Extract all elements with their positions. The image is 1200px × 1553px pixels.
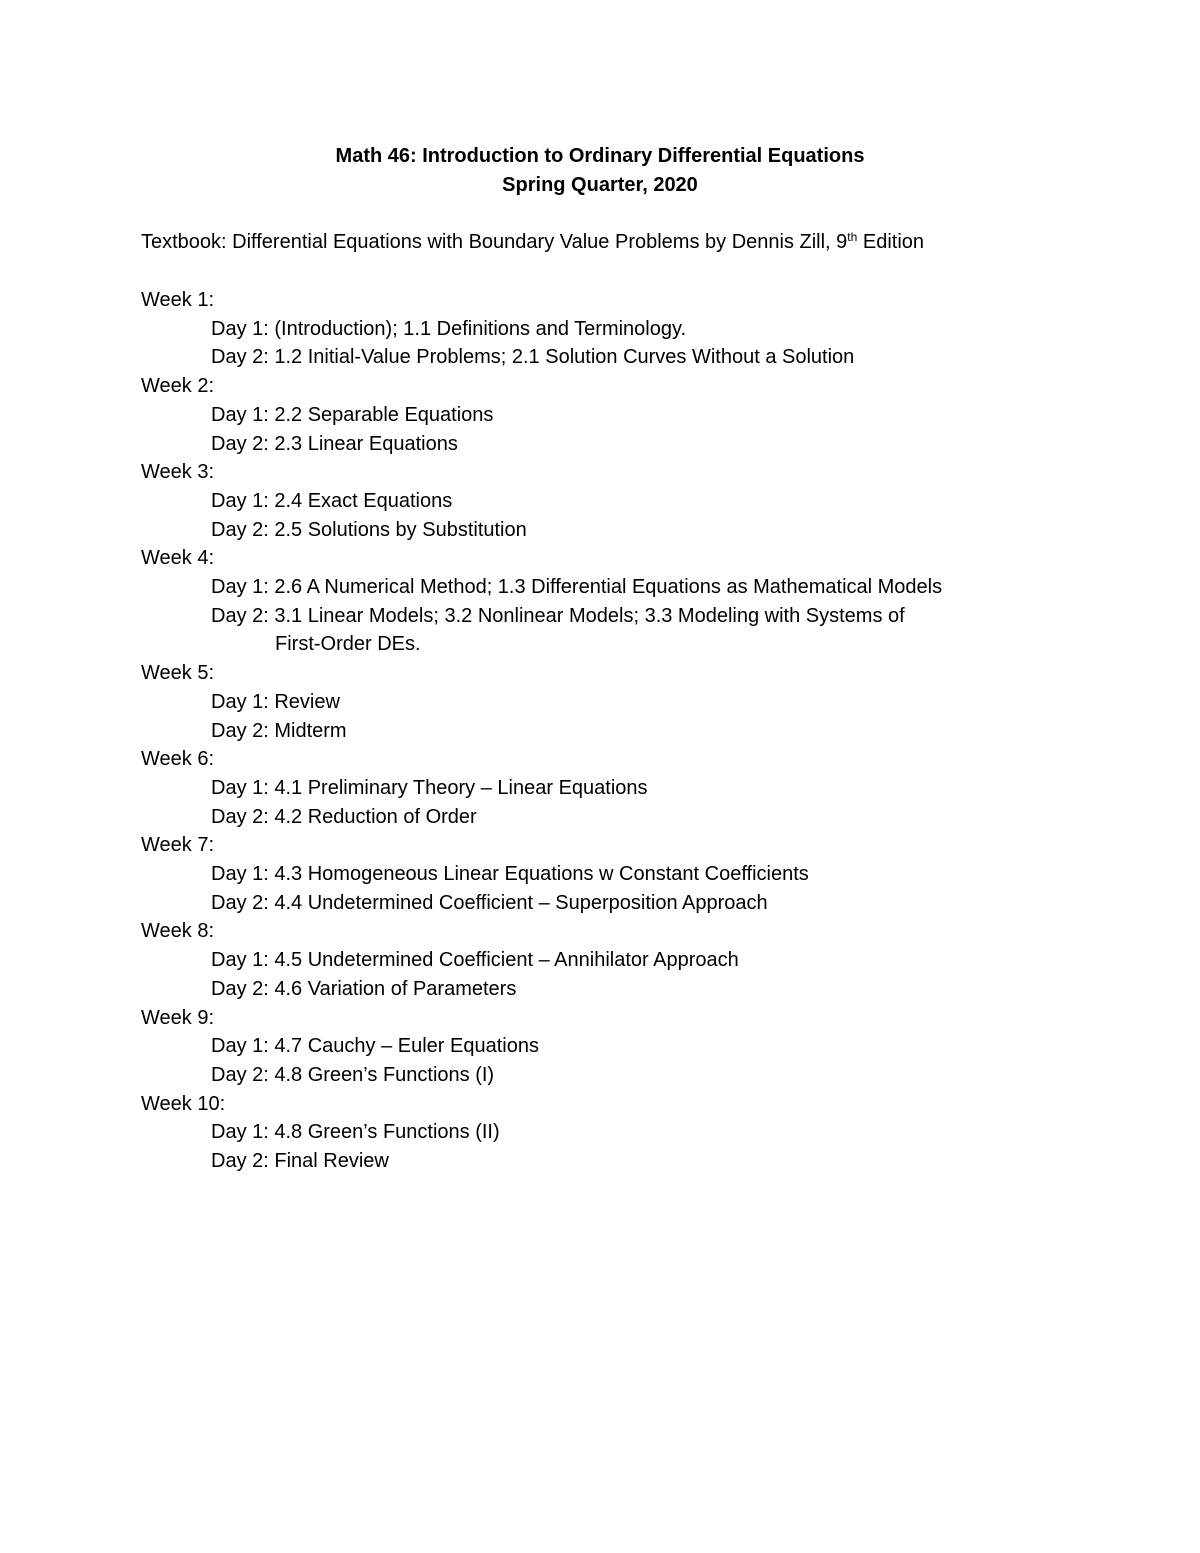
week-block xyxy=(141,544,1041,659)
day-entry: Day 1: 4.3 Homogeneous Linear Equations w Constant Coefficients xyxy=(211,863,809,886)
edition-superscript: th xyxy=(847,230,858,244)
day-entry: Day 2: 4.4 Undetermined Coefficient – Superposition Approach xyxy=(211,891,768,914)
textbook-line xyxy=(141,228,924,257)
day-entry: Day 1: 4.7 Cauchy – Euler Equations xyxy=(211,1035,539,1058)
day-entry: Day 1: 4.1 Preliminary Theory – Linear Equations xyxy=(211,776,648,799)
day-entry: Day 1: 2.2 Separable Equations xyxy=(211,403,494,426)
week-block xyxy=(141,659,1041,745)
week-label: Week 2: xyxy=(141,375,214,398)
day-entry: Day 1: 2.4 Exact Equations xyxy=(211,489,453,512)
day-entry: Day 2: 4.2 Reduction of Order xyxy=(211,805,477,828)
day-entry: Day 2: 1.2 Initial-Value Problems; 2.1 Solution Curves Without a Solution xyxy=(211,346,855,369)
day-entry: Day 1: (Introduction); 1.1 Definitions and Terminology. xyxy=(211,317,687,340)
week-block xyxy=(141,286,1041,372)
week-block xyxy=(141,1004,1041,1090)
textbook-text: Textbook: Differential Equations with Boundary Value Problems by Dennis Zill, 9 xyxy=(141,231,848,253)
week-label: Week 4: xyxy=(141,547,214,570)
textbook-edition: Edition xyxy=(857,231,925,253)
day-entry: Day 1: 4.8 Green’s Functions (II) xyxy=(211,1121,500,1144)
week-label: Week 9: xyxy=(141,1006,214,1029)
course-title: Math 46: Introduction to Ordinary Differential Equations xyxy=(335,145,865,167)
day-entry: Day 2: Midterm xyxy=(211,719,347,742)
day-entry: Day 2: Final Review xyxy=(211,1150,389,1173)
day-entry: Day 2: 4.8 Green’s Functions (I) xyxy=(211,1063,495,1086)
term-title: Spring Quarter, 2020 xyxy=(502,174,698,196)
week-block xyxy=(141,458,1041,544)
day-entry: Day 2: 2.5 Solutions by Substitution xyxy=(211,518,527,541)
week-label: Week 5: xyxy=(141,662,214,685)
day-entry: Day 1: 2.6 A Numerical Method; 1.3 Differential Equations as Mathematical Models xyxy=(211,576,943,599)
week-label: Week 6: xyxy=(141,748,214,771)
day-entry: Day 1: Review xyxy=(211,690,340,713)
week-label: Week 1: xyxy=(141,289,214,311)
title-block xyxy=(0,142,1200,200)
week-block xyxy=(141,917,1041,1003)
week-block xyxy=(141,1090,1041,1176)
week-label: Week 10: xyxy=(141,1092,226,1115)
day-entry: Day 1: 4.5 Undetermined Coefficient – Annihilator Approach xyxy=(211,949,739,972)
week-block xyxy=(141,831,1041,917)
week-block xyxy=(141,745,1041,831)
week-label: Week 3: xyxy=(141,461,214,484)
day-entry: Day 2: 2.3 Linear Equations xyxy=(211,432,458,455)
week-label: Week 8: xyxy=(141,920,214,943)
day-entry: Day 2: 3.1 Linear Models; 3.2 Nonlinear Models; 3.3 Modeling with Systems of First-Order DEs. xyxy=(211,604,905,656)
week-label: Week 7: xyxy=(141,834,214,857)
weekly-schedule xyxy=(141,286,1041,1176)
day-entry: Day 2: 4.6 Variation of Parameters xyxy=(211,977,517,1000)
week-block xyxy=(141,372,1041,458)
